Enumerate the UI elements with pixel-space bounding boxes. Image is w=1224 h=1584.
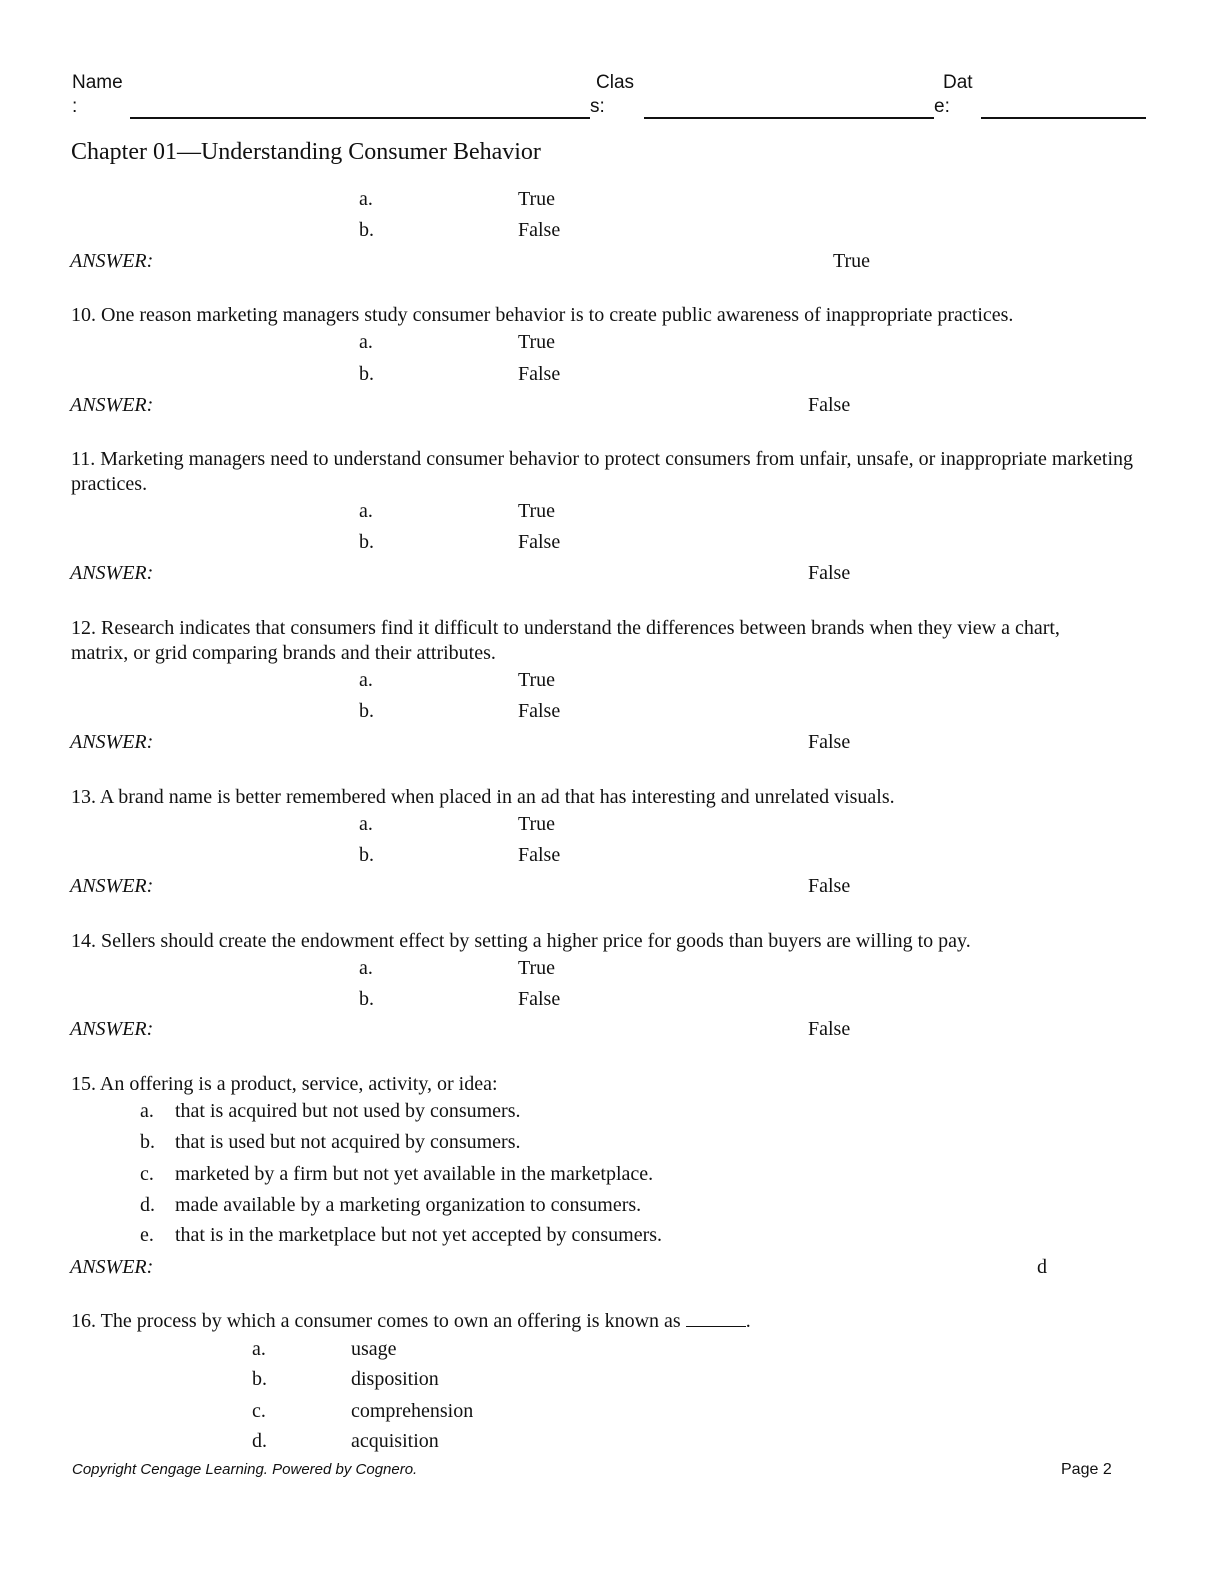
q15-question: 15. An offering is a product, service, activity, or idea: <box>71 1073 498 1095</box>
q15-answer-label: ANSWER: <box>70 1256 154 1278</box>
q12-answer-value: False <box>808 731 851 753</box>
q16-option-b-text: disposition <box>351 1368 439 1390</box>
q16-option-a-text: usage <box>351 1338 397 1360</box>
date-label-suffix: e: <box>934 96 950 117</box>
q16-blank <box>686 1310 746 1327</box>
class-label-suffix: s: <box>590 96 605 117</box>
q9-option-a-text: True <box>518 188 556 210</box>
q11-option-a-letter: a. <box>359 500 373 522</box>
q14-option-b-text: False <box>518 988 561 1010</box>
q9-option-a-letter: a. <box>359 188 373 210</box>
q9-option-b-text: False <box>518 219 561 241</box>
q12-question: 12. Research indicates that consumers find it difficult to understand the differences between brands when they view a chart, matrix, or grid comparing brands and their attributes. <box>71 617 1060 664</box>
class-field[interactable] <box>644 117 934 119</box>
q14-option-a-letter: a. <box>359 957 373 979</box>
q15-option-c-text: marketed by a firm but not yet available in the marketplace. <box>175 1163 654 1185</box>
q11-question: 11. Marketing managers need to understand consumer behavior to protect consumers from unfair, unsafe, or inappropriate marketing practices. <box>71 448 1134 495</box>
q12-option-b-text: False <box>518 700 561 722</box>
q9-answer-label: ANSWER: <box>70 250 154 272</box>
footer-page-number: Page 2 <box>1061 1461 1112 1478</box>
q14-option-a-text: True <box>518 957 556 979</box>
q10-option-b-letter: b. <box>359 363 374 385</box>
q11-option-b-letter: b. <box>359 531 374 553</box>
q10-answer-value: False <box>808 394 851 416</box>
name-field[interactable] <box>130 117 590 119</box>
name-label-colon: : <box>72 96 78 117</box>
q12-option-a-text: True <box>518 669 556 691</box>
date-field[interactable] <box>981 117 1146 119</box>
q11-answer-label: ANSWER: <box>70 562 154 584</box>
q15-option-a-text: that is acquired but not used by consumers. <box>175 1100 521 1122</box>
q15-option-e-letter: e. <box>140 1224 154 1246</box>
q16-question <box>71 1309 1151 1334</box>
q10-answer-label: ANSWER: <box>70 394 154 416</box>
q15-option-a-letter: a. <box>140 1100 154 1122</box>
q12-option-a-letter: a. <box>359 669 373 691</box>
q15-option-d-text: made available by a marketing organization to consumers. <box>175 1194 642 1216</box>
q16-option-d-text: acquisition <box>351 1430 439 1452</box>
q16-option-d-letter: d. <box>252 1430 267 1452</box>
q9-answer-value: True <box>833 250 871 272</box>
q15-option-d-letter: d. <box>140 1194 155 1216</box>
q14-question: 14. Sellers should create the endowment effect by setting a higher price for goods than buyers are willing to pay. <box>71 930 971 952</box>
q16-question-text: 16. The process by which a consumer comes to own an offering is known as <box>71 1310 681 1332</box>
q13-answer-label: ANSWER: <box>70 875 154 897</box>
q12-answer-label: ANSWER: <box>70 731 154 753</box>
class-label: Clas <box>596 72 635 93</box>
q13-answer-value: False <box>808 875 851 897</box>
q16-option-a-letter: a. <box>252 1338 266 1360</box>
q16-option-b-letter: b. <box>252 1368 267 1390</box>
footer-copyright: Copyright Cengage Learning. Powered by Cognero. <box>72 1461 418 1478</box>
q10-option-b-text: False <box>518 363 561 385</box>
date-label: Dat <box>943 72 973 93</box>
q13-option-b-letter: b. <box>359 844 374 866</box>
q12-option-b-letter: b. <box>359 700 374 722</box>
q15-option-b-letter: b. <box>140 1131 155 1153</box>
q15-answer-value: d <box>1037 1256 1047 1278</box>
q11-option-a-text: True <box>518 500 556 522</box>
q11-option-b-text: False <box>518 531 561 553</box>
q15-option-c-letter: c. <box>140 1163 154 1185</box>
q14-answer-value: False <box>808 1018 851 1040</box>
q10-option-a-letter: a. <box>359 331 373 353</box>
chapter-title: Chapter 01—Understanding Consumer Behavior <box>71 139 541 165</box>
q16-option-c-text: comprehension <box>351 1400 474 1422</box>
q13-option-a-text: True <box>518 813 556 835</box>
q11-answer-value: False <box>808 562 851 584</box>
q9-option-b-letter: b. <box>359 219 374 241</box>
q15-option-e-text: that is in the marketplace but not yet accepted by consumers. <box>175 1224 663 1246</box>
q14-answer-label: ANSWER: <box>70 1018 154 1040</box>
q13-option-a-letter: a. <box>359 813 373 835</box>
q13-option-b-text: False <box>518 844 561 866</box>
q15-option-b-text: that is used but not acquired by consumers. <box>175 1131 521 1153</box>
q14-option-b-letter: b. <box>359 988 374 1010</box>
q10-question: 10. One reason marketing managers study consumer behavior is to create public awareness of inappropriate practices. <box>71 304 1014 326</box>
q16-option-c-letter: c. <box>252 1400 266 1422</box>
q13-question: 13. A brand name is better remembered when placed in an ad that has interesting and unrelated visuals. <box>71 786 895 808</box>
q16-question-end: . <box>745 1310 751 1332</box>
q10-option-a-text: True <box>518 331 556 353</box>
name-label: Name <box>72 72 123 93</box>
